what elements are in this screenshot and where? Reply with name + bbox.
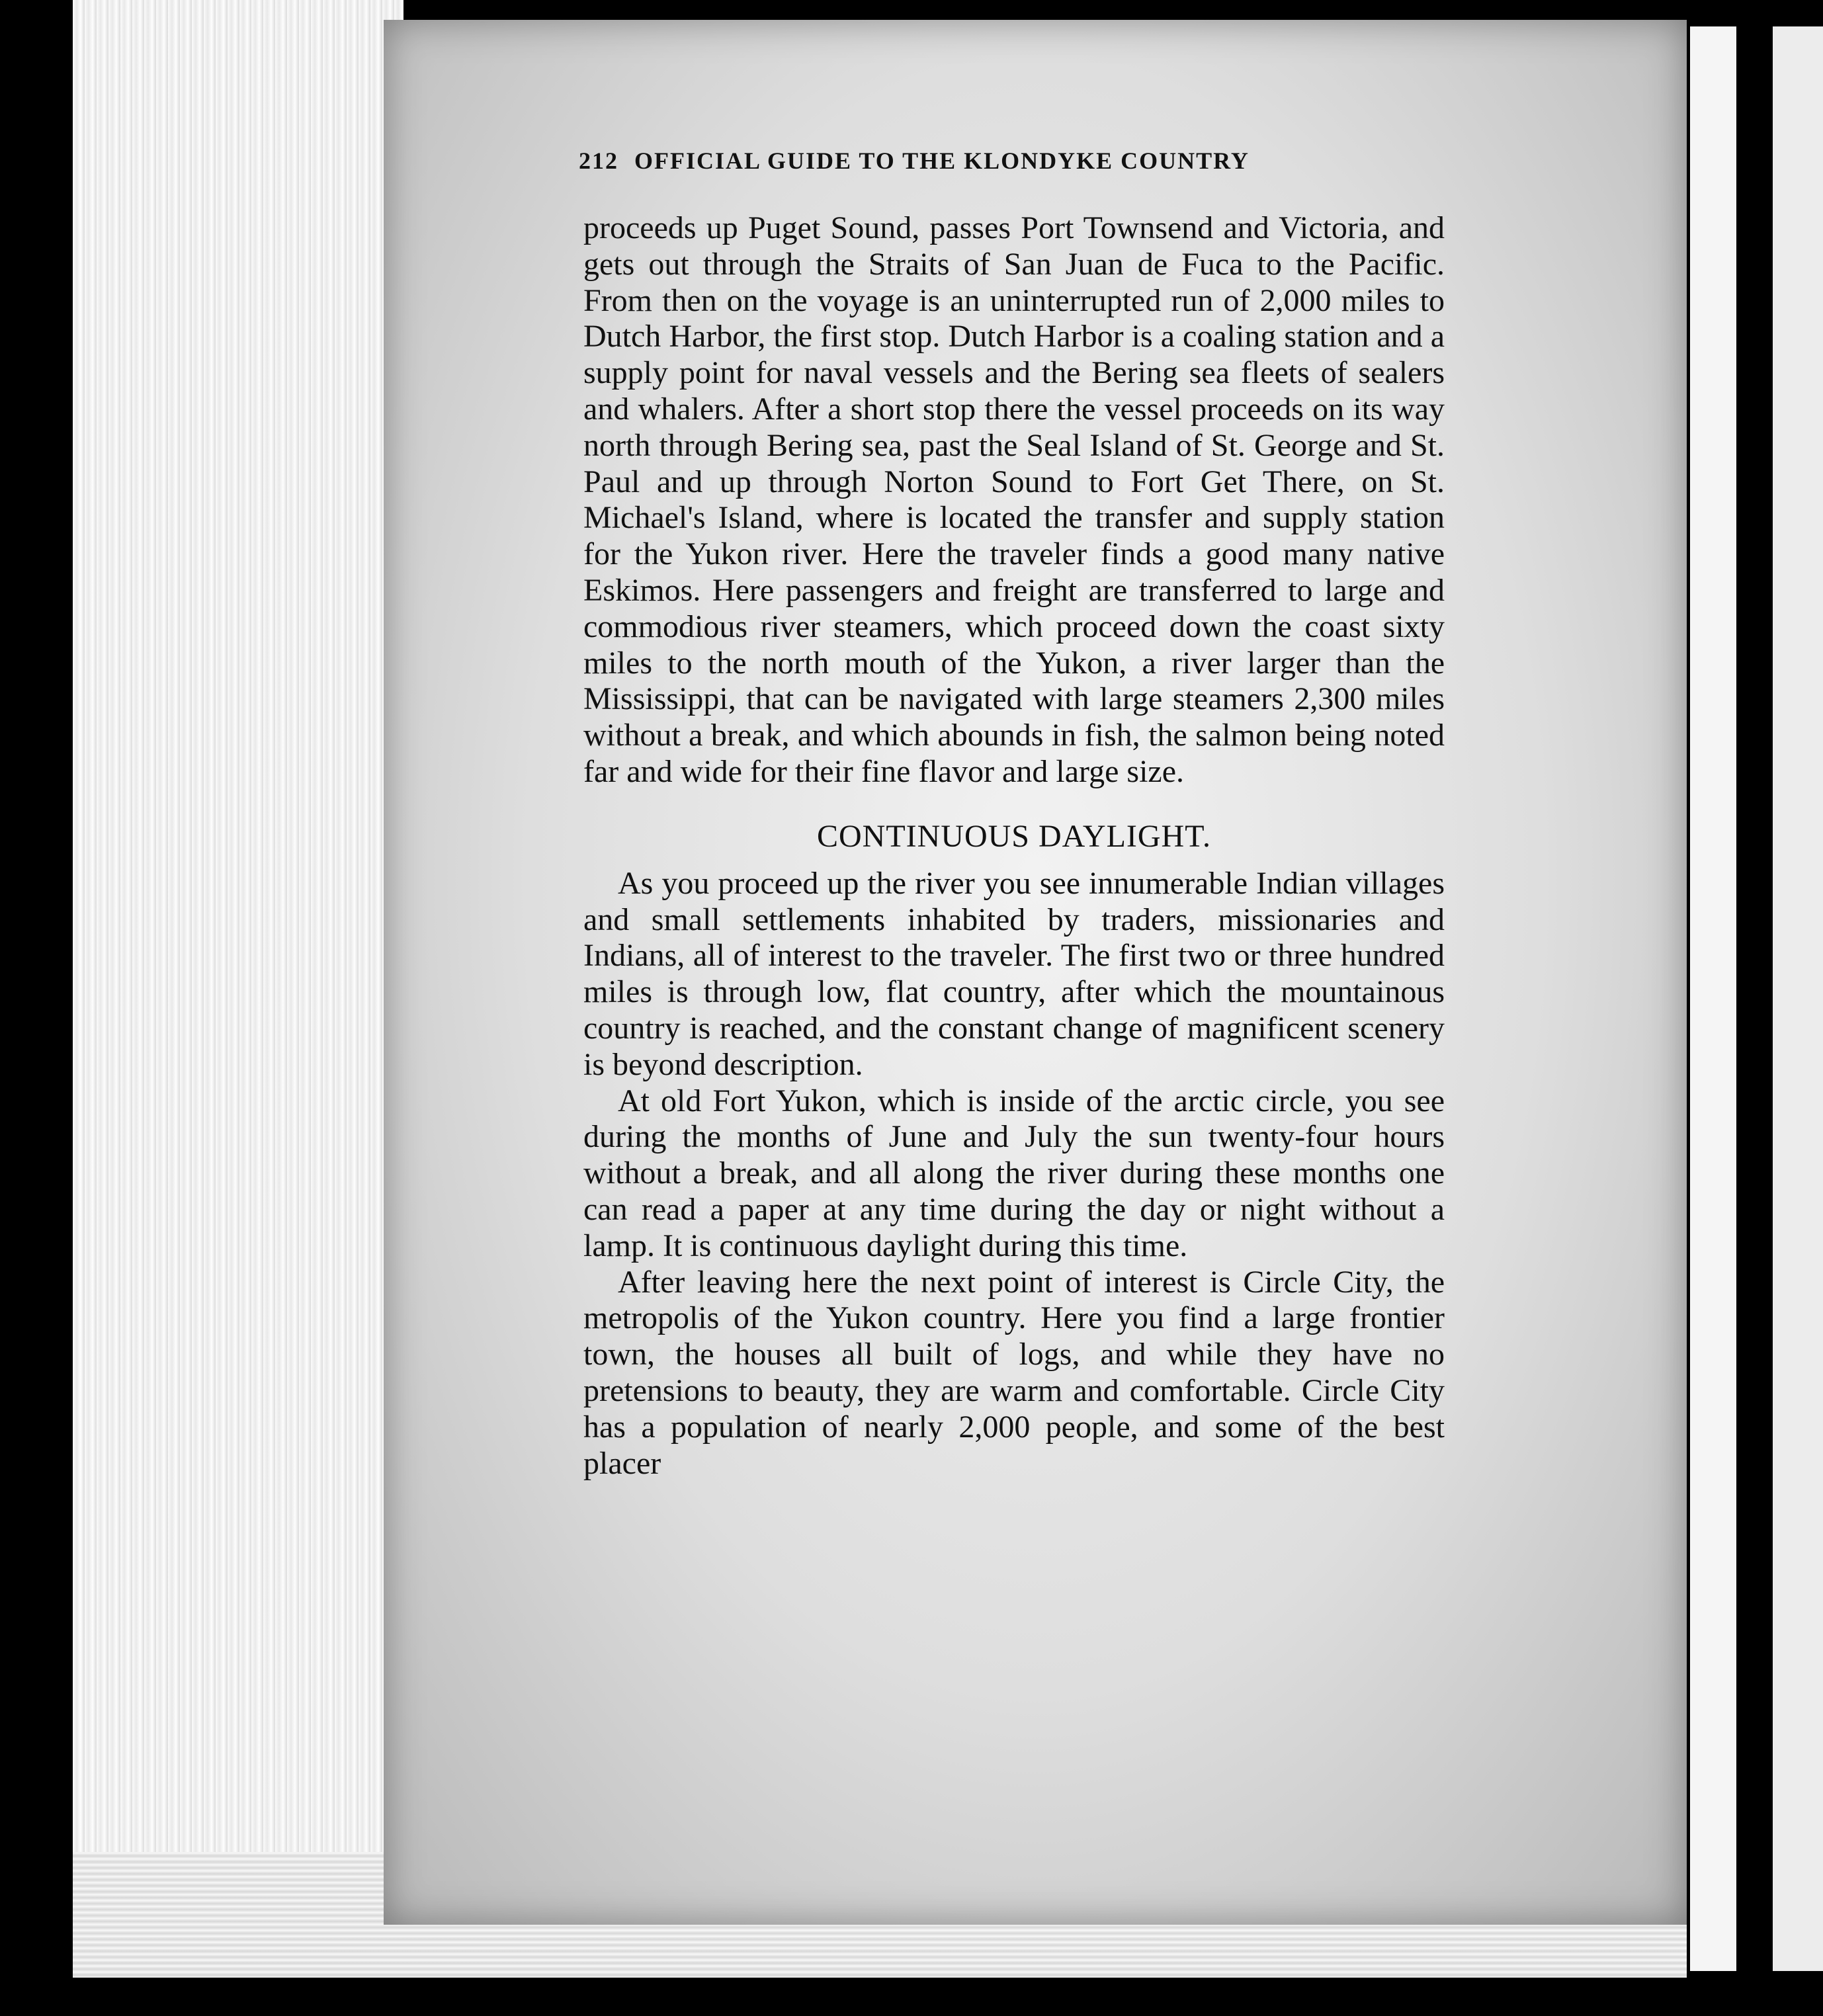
paragraph-continued: proceeds up Puget Sound, passes Port Townsend and Victoria, and gets out through the Straits of San Juan de Fuca to the Pacific. From then on the voyage is an uninterrupted run of 2,000 miles to Dutch Harbor, the first stop. Dutch Harbor is a coaling station and a supply point for naval vessels and the Bering sea fleets of sealers and whalers. After a short stop there the vessel proceeds on its way north through Bering sea, past the Seal Island of St. George and St. Paul and up through Norton Sound to Fort Get There, on St. Michael's Island, where is located the transfer and supply station for the Yukon river. Here the traveler finds a good many native Eskimos. Here passengers and freight are transferred to large and commodious river steamers, which proceed down the coast sixty miles to the north mouth of the Yukon, a river larger than the Mississippi, that can be navigated with large steamers 2,300 miles without a break, and which abounds in fish, the salmon being noted far and wide for their fine flavor and large size.: [583, 210, 1445, 789]
book-page-edges: [73, 0, 403, 1958]
facing-page-strip: [1773, 26, 1823, 1971]
page-header: [579, 147, 1452, 175]
paragraph-fort-yukon: At old Fort Yukon, which is inside of the arctic circle, you see during the months of June and July the sun twenty-four hours without a break, and all along the river during these months one can read a paper at any time during the day or night without a lamp. It is continuous daylight during this time.: [583, 1083, 1445, 1263]
facing-page-edge: [1690, 26, 1736, 1971]
page-number: 212: [579, 147, 618, 174]
section-heading: CONTINUOUS DAYLIGHT.: [817, 818, 1211, 854]
running-title: OFFICIAL GUIDE TO THE KLONDYKE COUNTRY: [634, 147, 1250, 174]
text-column: [583, 210, 1445, 1482]
paragraph-circle-city: After leaving here the next point of interest is Circle City, the metropolis of the Yukon country. Here you find a large frontier town, the houses all built of logs, and while they have no pretensions to beauty, they are warm and comfortable. Circle City has a population of nearly 2,000 people, and some of the best placer: [583, 1264, 1445, 1481]
paragraph-river-villages: As you proceed up the river you see innumerable Indian villages and small settlements inhabited by traders, missionaries and Indians, all of interest to the traveler. The first two or three hundred miles is through low, flat country, after which the mountainous country is reached, and the constant change of magnificent scenery is beyond description.: [583, 865, 1445, 1082]
